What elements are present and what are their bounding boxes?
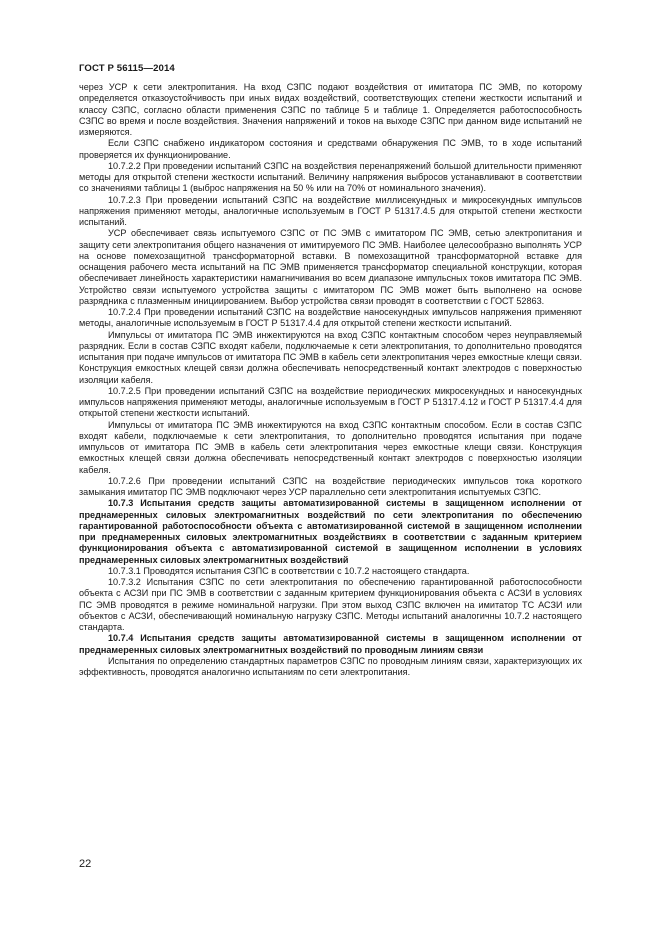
- section-heading: 10.7.3 Испытания средств защиты автоматизированной системы в защищенном исполнении от преднамеренных силовых электромагнитных воздействий по сети электропитания по обеспечению гарантированной работоспособности объекта с автоматизированной системой в защищенном исполнении при преднамеренных силовых электромагнитных воздействиях в соответствии с заданным критерием функционирования объекта с автоматизированной системой в защищенном исполнении в условиях преднамеренных силовых электромагнитных воздействий: [79, 498, 582, 565]
- document-body: [79, 82, 582, 678]
- section-heading: 10.7.4 Испытания средств защиты автоматизированной системы в защищенном исполнении от преднамеренных силовых электромагнитных воздействий по проводным линиям связи: [79, 633, 582, 655]
- paragraph: 10.7.3.1 Проводятся испытания СЗПС в соответствии с 10.7.2 настоящего стандарта.: [108, 565, 470, 576]
- paragraph: УСР обеспечивает связь испытуемого СЗПС от ПС ЭМВ с имитатором ПС ЭМВ, сетью электропитания и защиту сети электропитания общего назначения от имитируемого ПС ЭМВ. Наиболее целесообразно выполнять УСР на основе помехозащитной трансформаторной вставки. В помехозащитной трансформаторной вставке для оснащения рабочего места испытаний на ПС ЭМВ применяется трансформатор специальной конструкции, которая обеспечивает линейность характеристики намагничивания во всем диапазоне импульсных токов имитатора ПС ЭМВ. Устройство связи испытуемого устройства защиты с имитатором ПС ЭМВ может быть выполнено на основе разрядника с плазменным инициированием. Выбор устройства связи проводят в соответствии с ГОСТ 52863.: [79, 228, 582, 306]
- page-number: 22: [79, 858, 92, 870]
- paragraph: 10.7.3.2 Испытания СЗПС по сети электропитания по обеспечению гарантированной работоспособности объекта с АСЗИ при ПС ЭМВ в соответствии с заданным критерием функционирования объекта с АСЗИ в условиях ПС ЭМВ проводятся в режиме номинальной нагрузки. При этом выход СЗПС включен на имитатор ТС АСЗИ или объектов с АСЗИ, обеспечивающий номинальную нагрузку СЗПС. Методы испытаний аналогичны 10.7.2 настоящего стандарта.: [79, 577, 582, 632]
- paragraph: через УСР к сети электропитания. На вход СЗПС подают воздействия от имитатора ПС ЭМВ, по которому определяется отказоустойчивость при иных видах воздействий, соответствующих степени жесткости испытаний и классу СЗПС, согласно области применения СЗПС по таблице 5 и таблице 1. Определяется работоспособность СЗПС во время и после воздействия. Значения напряжений и токов на выходе СЗПС при данном виде испытаний не измеряются.: [79, 82, 582, 137]
- paragraph: Испытания по определению стандартных параметров СЗПС по проводным линиям связи, характеризующих их эффективность, проводятся аналогично испытаниям по сети электропитания.: [79, 655, 582, 677]
- paragraph: 10.7.2.2 При проведении испытаний СЗПС на воздействия перенапряжений большой длительности применяют методы для открытой степени жесткости испытаний. Величину напряжения выбросов устанавливают в соответствии со значениями таблицы 1 (выброс напряжения на 50 % или на 70% от номинального значения).: [79, 160, 582, 194]
- paragraph: Импульсы от имитатора ПС ЭМВ инжектируются на вход СЗПС контактным способом. Если в состав СЗПС входят кабели, подключаемые к сети электропитания, то дополнительно проводятся испытания при подаче импульсов от имитатора ПС ЭМВ в кабель сети электропитания через емкостные клещи связи. Конструкция емкостных клещей связи должна обеспечивать непосредственный контакт электродов с поверхностью изоляции кабеля.: [79, 419, 582, 475]
- paragraph: Импульсы от имитатора ПС ЭМВ инжектируются на вход СЗПС контактным способом через неуправляемый разрядник. Если в состав СЗПС входят кабели, подключаемые к сети электропитания, то дополнительно проводятся испытания при подаче импульсов от имитатора ПС ЭМВ в кабель сети электропитания через емкостные клещи связи. Конструкция емкостных клещей связи должна обеспечивать непосредственный контакт электродов с поверхностью изоляции кабеля.: [79, 329, 582, 385]
- paragraph: 10.7.2.6 При проведении испытаний СЗПС на воздействие периодических импульсов тока короткого замыкания имитатор ПС ЭМВ подключают через УСР параллельно сети электропитания испытуемых СЗПС.: [79, 475, 582, 497]
- paragraph: 10.7.2.4 При проведении испытаний СЗПС на воздействие наносекундных импульсов напряжения применяют методы, аналогичные используемым в ГОСТ Р 51317.4.4 для открытой степени жесткости испытаний.: [79, 307, 582, 329]
- document-header: ГОСТ Р 56115—2014: [79, 63, 175, 74]
- paragraph: Если СЗПС снабжено индикатором состояния и средствами обнаружения ПС ЭМВ, то в ходе испытаний проверяется их функционирование.: [79, 138, 582, 160]
- paragraph: 10.7.2.3 При проведении испытаний СЗПС на воздействие миллисекундных и микросекундных импульсов напряжения применяют методы, аналогичные используемым в ГОСТ Р 51317.4.5 для открытой степени жесткости испытаний.: [79, 194, 582, 227]
- paragraph: 10.7.2.5 При проведении испытаний СЗПС на воздействие периодических микросекундных и наносекундных импульсов напряжения применяют методы, аналогичные используемым в ГОСТ Р 51317.4.12 и ГОСТ Р 51317.4.4 для открытой степени жесткости испытаний.: [79, 385, 582, 419]
